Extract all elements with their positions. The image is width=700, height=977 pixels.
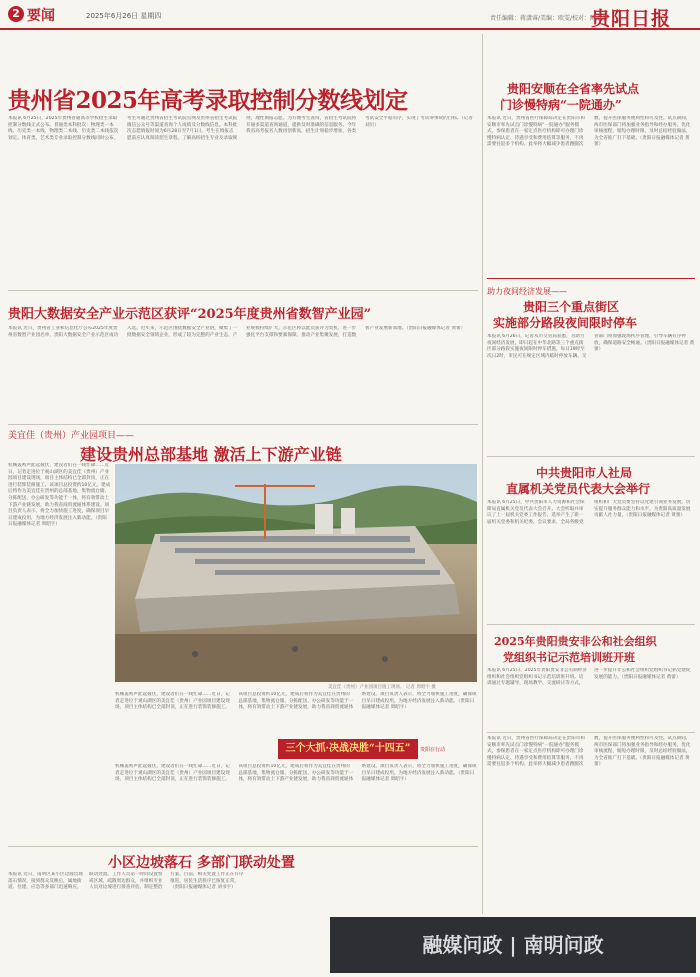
divider [487, 624, 695, 625]
section-name: 要闻 [27, 8, 55, 24]
campaign-banner: 三个大抓·决战决胜“十四五” [278, 739, 418, 759]
column-commentary: 本报讯 近日，贵州省医疗保障局决定在贵阳市和安顺市率先试点门诊慢特病“一院通办”服务模式，参保患者在一家定点医疗机构即可办理门诊慢特病认定、待遇享受和费用结算等服务，不再需要往返多个机构。此举将大幅减少患者跑腿次数，提升医保服务便利性和可及性。试点期间，两市医保部门将加强业务指导和经办服务，优化审核流程，缩短办理时限，及时总结经验做法，为全省推广打下基础。（贵阳日报融媒体记者 黄蕾） [487, 736, 691, 768]
campaign-banner-sub: 贵阳在行动 [420, 747, 446, 753]
divider [487, 278, 695, 279]
parking-kicker: 助力夜间经济发展—— [487, 287, 567, 296]
ad-banner: 融媒问政 | 南明问政 [330, 917, 696, 973]
page-number: 2 [8, 6, 24, 22]
meiyijia-body-cont: 机械轰鸣声此起彼伏，建设者们在一线忙碌……近日，记者走进位于观山湖区的美宜佳（贵州）产业园项目建设现场，项目主体结构已全部封顶，正在进行装饰装修施工。该项目总投资约10亿元，建成后将作为美宜佳在贵州的总部基地，集物流仓储、分拣配送、办公研发等功能于一体，将有效带动上下游产业链发展，助力我省商贸流通体系建设。项目负责人表示，将全力加快施工进度，确保项目早日建成投用，为地方经济发展注入新动能。（贵阳日报融媒体记者 周昭宇） [115, 692, 477, 711]
hr-subheadline: 直属机关党员代表大会举行 [506, 482, 651, 496]
parking-headline: 贵阳三个重点街区 [523, 300, 620, 314]
meiyijia-body: 机械轰鸣声此起彼伏，建设者们在一线忙碌……近日，记者走进位于观山湖区的美宜佳（贵州）产业园项目建设现场，项目主体结构已全部封顶，正在进行装饰装修施工。该项目总投资约10亿元，建成后将作为美宜佳在贵州的总部基地，集物流仓储、分拣配送、办公研发等功能于一体，将有效带动上下游产业链发展，助力我省商贸流通体系建设。项目负责人表示，将全力加快施工进度，确保项目早日建成投用，为地方经济发展注入新动能。（贵阳日报融媒体记者 周昭宇） [8, 463, 111, 528]
clinic-headline: 贵阳安顺在全省率先试点 [507, 82, 640, 96]
divider [8, 424, 478, 425]
masthead: 贵阳日报 [591, 8, 672, 30]
divider [487, 456, 695, 457]
column-divider [482, 34, 483, 914]
issue-date: 2025年6月26日 星期四 [86, 12, 162, 20]
parking-body: 本报讯 6月26日，记者从市交管局获悉，为助力夜间经济发展，即日起在中华北路等三个重点街区部分路段实施夜间限时停车措施。每日19时至次日2时，市民可在规定区域内临时停放车辆。交管部门将加强现场秩序管理，引导车辆有序停放，确保道路安全畅通。（贵阳日报融媒体记者 黄蕾） [487, 334, 695, 359]
hr-body: 本报讯 6月25日，中共贵阳市人力资源和社会保障局直属机关党员代表大会召开。大会听取并审议了上一届机关党委工作报告，选举产生了新一届机关党委和机关纪委。会议要求，全局各级党组织和广大党员要坚持以党建引领业务发展，切实提升服务群众能力和水平，为贵阳高质量发展贡献人社力量。（贵阳日报融媒体记者 黄蕾） [487, 500, 691, 525]
gaokao-headline: 贵州省2025年高考录取控制分数线划定 [8, 87, 408, 114]
slope-body: 本报讯 近日，南明区某小区边坡出现落石情况，接到群众反映后，属地街道、住建、应急等多部门迅速响应，联动处置。工作人员第一时间设置警戒区域，疏散周边群众，并组织专业人员对边坡进行排查评估，制定整治方案。目前，相关处置工作正在有序推进，居民生活秩序已恢复正常。（贵阳日报融媒体记者 刘书宇） [8, 872, 244, 891]
slope-headline: 小区边坡落石 多部门联动处置 [108, 855, 295, 871]
training-body: 本报讯 6月25日，2025年贵阳贵安非公有制经济组织和社会组织党组织书记示范培训班开班。培训通过专题辅导、现场教学、交流研讨等方式，进一步提升非公和社会组织党组织书记抓党建促发展的能力。（贵阳日报融媒体记者 黄蕾） [487, 668, 691, 687]
meiyijia-headline: 建设贵州总部基地 激活上下游产业链 [80, 445, 342, 464]
editors-line: 责任编辑：蒋潇睿/美编：欧雯/校对：陈淑静 [490, 15, 609, 22]
divider [8, 846, 478, 847]
clinic-body: 本报讯 近日，贵州省医疗保障局决定在贵阳市和安顺市率先试点门诊慢特病“一院通办”服务模式，参保患者在一家定点医疗机构即可办理门诊慢特病认定、待遇享受和费用结算等服务，不再需要往返多个机构。此举将大幅减少患者跑腿次数，提升医保服务便利性和可及性。试点期间，两市医保部门将加强业务指导和经办服务，优化审核流程，缩短办理时限，及时总结经验做法，为全省推广打下基础。（贵阳日报融媒体记者 黄蕾） [487, 116, 691, 148]
meiyijia-kicker: 美宜佳（贵州）产业园项目—— [8, 431, 135, 441]
hr-headline: 中共贵阳市人社局 [536, 466, 633, 480]
page-header [0, 0, 700, 30]
divider [487, 732, 695, 733]
bigdata-body: 本报讯 近日，贵州省工业和信息化厅公布2025年度贵州省数智产业园名单，贵阳大数据安全产业示范区成功入选。近年来，示范区围绕数据安全产业链，聚集了一批数据安全领域企业，形成了较为完整的产业生态，产业规模持续扩大。示范区将以此次获评为契机，进一步强化平台支撑和要素保障，推动产业集聚发展，打造数智产业发展新高地。（贵阳日报融媒体记者 黄蕾） [8, 326, 466, 338]
clinic-subheadline: 门诊慢特病“一院通办” [500, 98, 622, 112]
gaokao-body: 本报讯 6月25日，2025年贵州普通高等学校招生录取控制分数线正式公布。普通类本科批次：物理类一本线、历史类一本线、物理类二本线、历史类二本线依次划定。体育类、艺术类专业录取控制分数线同时公布。考生可通过贵州省招生考试院官网及贵州省招生考试院微信公众号等渠道查询个人成绩及分数线信息。本科批次志愿填报时间为6月28日至7月1日。考生在填报志愿前应认真阅读招生章程，了解高校招生专业及录取规则，理性填报志愿。为方便考生查询，省招生考试院将开通多渠道查询通道，提供及时准确的信息服务。今年我省高考报名人数再创新高，招生计划稳步增加，各类考试安全平稳有序，实现了考试零事故的目标。（记者 刘贝） [8, 116, 473, 141]
training-headline: 2025年贵阳贵安非公和社会组织 [494, 635, 657, 648]
divider [8, 290, 478, 291]
parking-subheadline: 实施部分路段夜间限时停车 [493, 316, 638, 330]
photo-caption: 美宜佳（贵州）产业园项目施工现场。 记者 周昭宇 摄 [328, 685, 436, 690]
meiyijia-body-cont2: 机械轰鸣声此起彼伏，建设者们在一线忙碌……近日，记者走进位于观山湖区的美宜佳（贵州）产业园项目建设现场，项目主体结构已全部封顶，正在进行装饰装修施工。该项目总投资约10亿元，建成后将作为美宜佳在贵州的总部基地，集物流仓储、分拣配送、办公研发等功能于一体，将有效带动上下游产业链发展，助力我省商贸流通体系建设。项目负责人表示，将全力加快施工进度，确保项目早日建成投用，为地方经济发展注入新动能。（贵阳日报融媒体记者 周昭宇） [115, 764, 477, 783]
construction-photo [115, 464, 477, 682]
training-subheadline: 党组织书记示范培训班开班 [503, 651, 635, 664]
bigdata-headline: 贵阳大数据安全产业示范区获评“2025年度贵州省数智产业园” [8, 307, 372, 322]
